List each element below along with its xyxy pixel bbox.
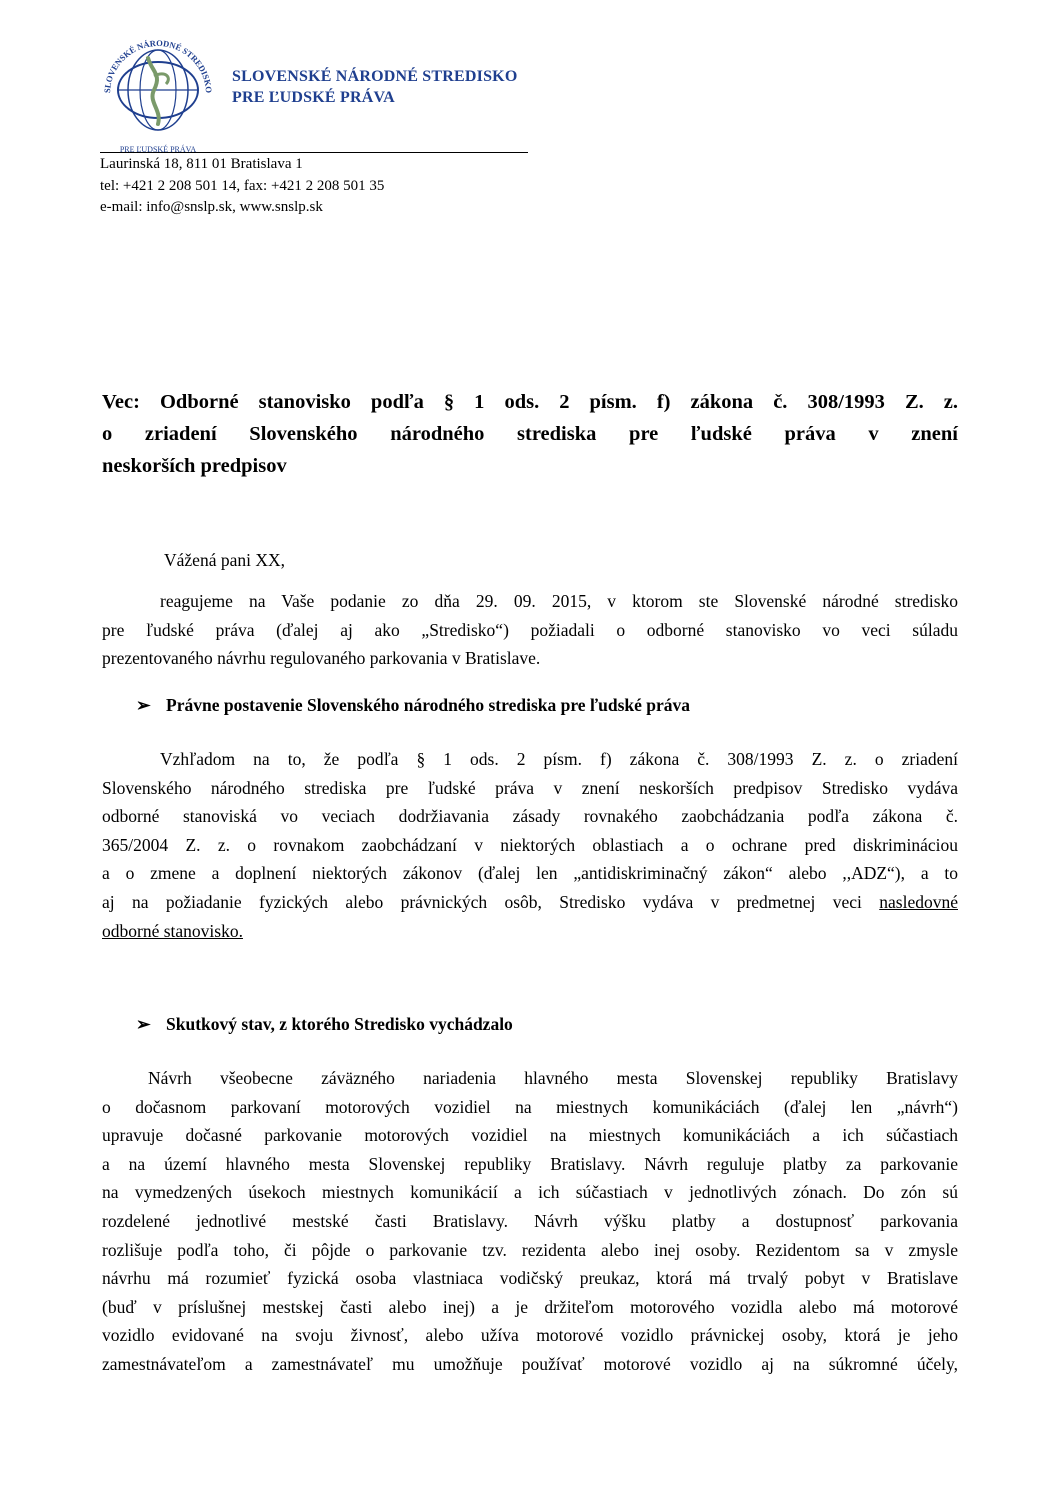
logo-emblem-icon xyxy=(92,28,224,160)
organization-name xyxy=(232,66,517,108)
line-text: aj na požiadanie fyzických alebo právnických osôb, Stredisko vydáva v predmetnej veci xyxy=(102,891,880,912)
paragraph-line: a na území hlavného mesta Slovenskej republiky Bratislavy. Návrh reguluje platby za parkovanie xyxy=(102,1153,958,1174)
underlined-text: nasledovné xyxy=(879,891,958,912)
intro-paragraph xyxy=(102,587,958,673)
contact-phone: tel: +421 2 208 501 14, fax: +421 2 208 501 35 xyxy=(100,177,385,194)
org-name-line1: SLOVENSKÉ NÁRODNÉ STREDISKO xyxy=(232,68,518,85)
subject-line: o zriadení Slovenského národného strediska pre ľudské práva v znení xyxy=(102,423,958,445)
section-title: Skutkový stav, z ktorého Stredisko vychádzalo xyxy=(166,1014,513,1034)
organization-logo xyxy=(92,28,224,160)
paragraph-line: o dočasnom parkovaní motorových vozidiel na miestnych komunikáciách (ďalej len „návrh“) xyxy=(102,1096,958,1117)
logo-bottom-text: PRE ĽUDSKÉ PRÁVA xyxy=(119,145,197,154)
org-name-line2: PRE ĽUDSKÉ PRÁVA xyxy=(232,89,395,106)
paragraph-line: prezentovaného návrhu regulovaného parkovania v Bratislave. xyxy=(102,648,541,669)
paragraph-line: rozdelené jednotlivé mestské časti Bratislavy. Návrh výšku platby a dostupnosť parkovania xyxy=(102,1210,958,1231)
contact-block xyxy=(100,154,384,219)
section-heading-facts xyxy=(136,1012,513,1036)
subject-line: Vec: Odborné stanovisko podľa § 1 ods. 2 písm. f) zákona č. 308/1993 Z. z. xyxy=(102,391,958,413)
facts-paragraph xyxy=(102,1064,958,1379)
paragraph-line: odborné stanoviská vo veciach dodržiavania zásady rovnakého zaobchádzania podľa zákona č. xyxy=(102,806,958,827)
paragraph-line: Návrh všeobecne záväzného nariadenia hlavného mesta Slovenskej republiky Bratislavy xyxy=(148,1068,958,1088)
paragraph-line: pre ľudské práva (ďalej aj ako „Stredisko“) požiadali o odborné stanovisko vo veci súladu xyxy=(102,619,958,640)
bullet-arrow-icon: ➢ xyxy=(136,695,151,715)
salutation: Vážená pani XX, xyxy=(164,550,285,570)
contact-email: e-mail: info@snslp.sk, www.snslp.sk xyxy=(100,199,323,215)
subject-line: neskorších predpisov xyxy=(102,455,287,477)
subject-heading xyxy=(102,386,958,482)
paragraph-line xyxy=(102,888,958,917)
paragraph-line: upravuje dočasné parkovanie motorových vozidiel na miestnych komunikáciách a ich súčastiach xyxy=(102,1125,958,1146)
paragraph-line: zamestnávateľom a zamestnávateľ mu umožňuje používať motorové vozidlo aj na súkromné účely, xyxy=(102,1353,958,1374)
bullet-arrow-icon: ➢ xyxy=(136,1014,151,1034)
paragraph-line: a o zmene a doplnení niektorých zákonov (ďalej len „antidiskriminačný zákon“ alebo ,,ADZ“), a to xyxy=(102,863,958,884)
section-heading-legal-status xyxy=(136,693,690,717)
header-divider xyxy=(100,152,528,153)
paragraph-line: reagujeme na Vaše podanie zo dňa 29. 09. 2015, v ktorom ste Slovenské národné stredisko xyxy=(160,591,958,611)
paragraph-line: Vzhľadom na to, že podľa § 1 ods. 2 písm. f) zákona č. 308/1993 Z. z. o zriadení xyxy=(160,749,958,769)
paragraph-line: 365/2004 Z. z. o rovnakom zaobchádzaní v niektorých oblastiach a o ochrane pred diskrimináciou xyxy=(102,834,958,855)
paragraph-line: (buď v príslušnej mestskej časti alebo inej) a je držiteľom motorového vozidla alebo má motorové xyxy=(102,1296,958,1317)
paragraph-line: návrhu má rozumieť fyzická osoba vlastniaca vodičský preukaz, ktorá má trvalý pobyt v Bratislave xyxy=(102,1268,958,1289)
logo-arc-text: SLOVENSKÉ NÁRODNÉ STREDISKO xyxy=(101,37,215,94)
contact-address: Laurinská 18, 811 01 Bratislava 1 xyxy=(100,156,303,172)
paragraph-line: vozidlo evidované na svoju živnosť, alebo užíva motorové vozidlo právnickej osoby, ktorá je jeho xyxy=(102,1325,958,1346)
legal-status-paragraph xyxy=(102,745,958,945)
paragraph-line: rozlišuje podľa toho, či pôjde o parkovanie tzv. rezidenta alebo inej osoby. Rezidentom sa v zmysle xyxy=(102,1239,958,1260)
paragraph-line: Slovenského národného strediska pre ľudské práva v znení neskorších predpisov Stredisko vydáva xyxy=(102,777,958,798)
paragraph-line: na vymedzených úsekoch miestnych komunikácií a ich súčastiach v jednotlivých zónach. Do zón sú xyxy=(102,1182,958,1203)
paragraph-line-underlined: odborné stanovisko. xyxy=(102,920,243,941)
section-title: Právne postavenie Slovenského národného strediska pre ľudské práva xyxy=(166,695,691,715)
